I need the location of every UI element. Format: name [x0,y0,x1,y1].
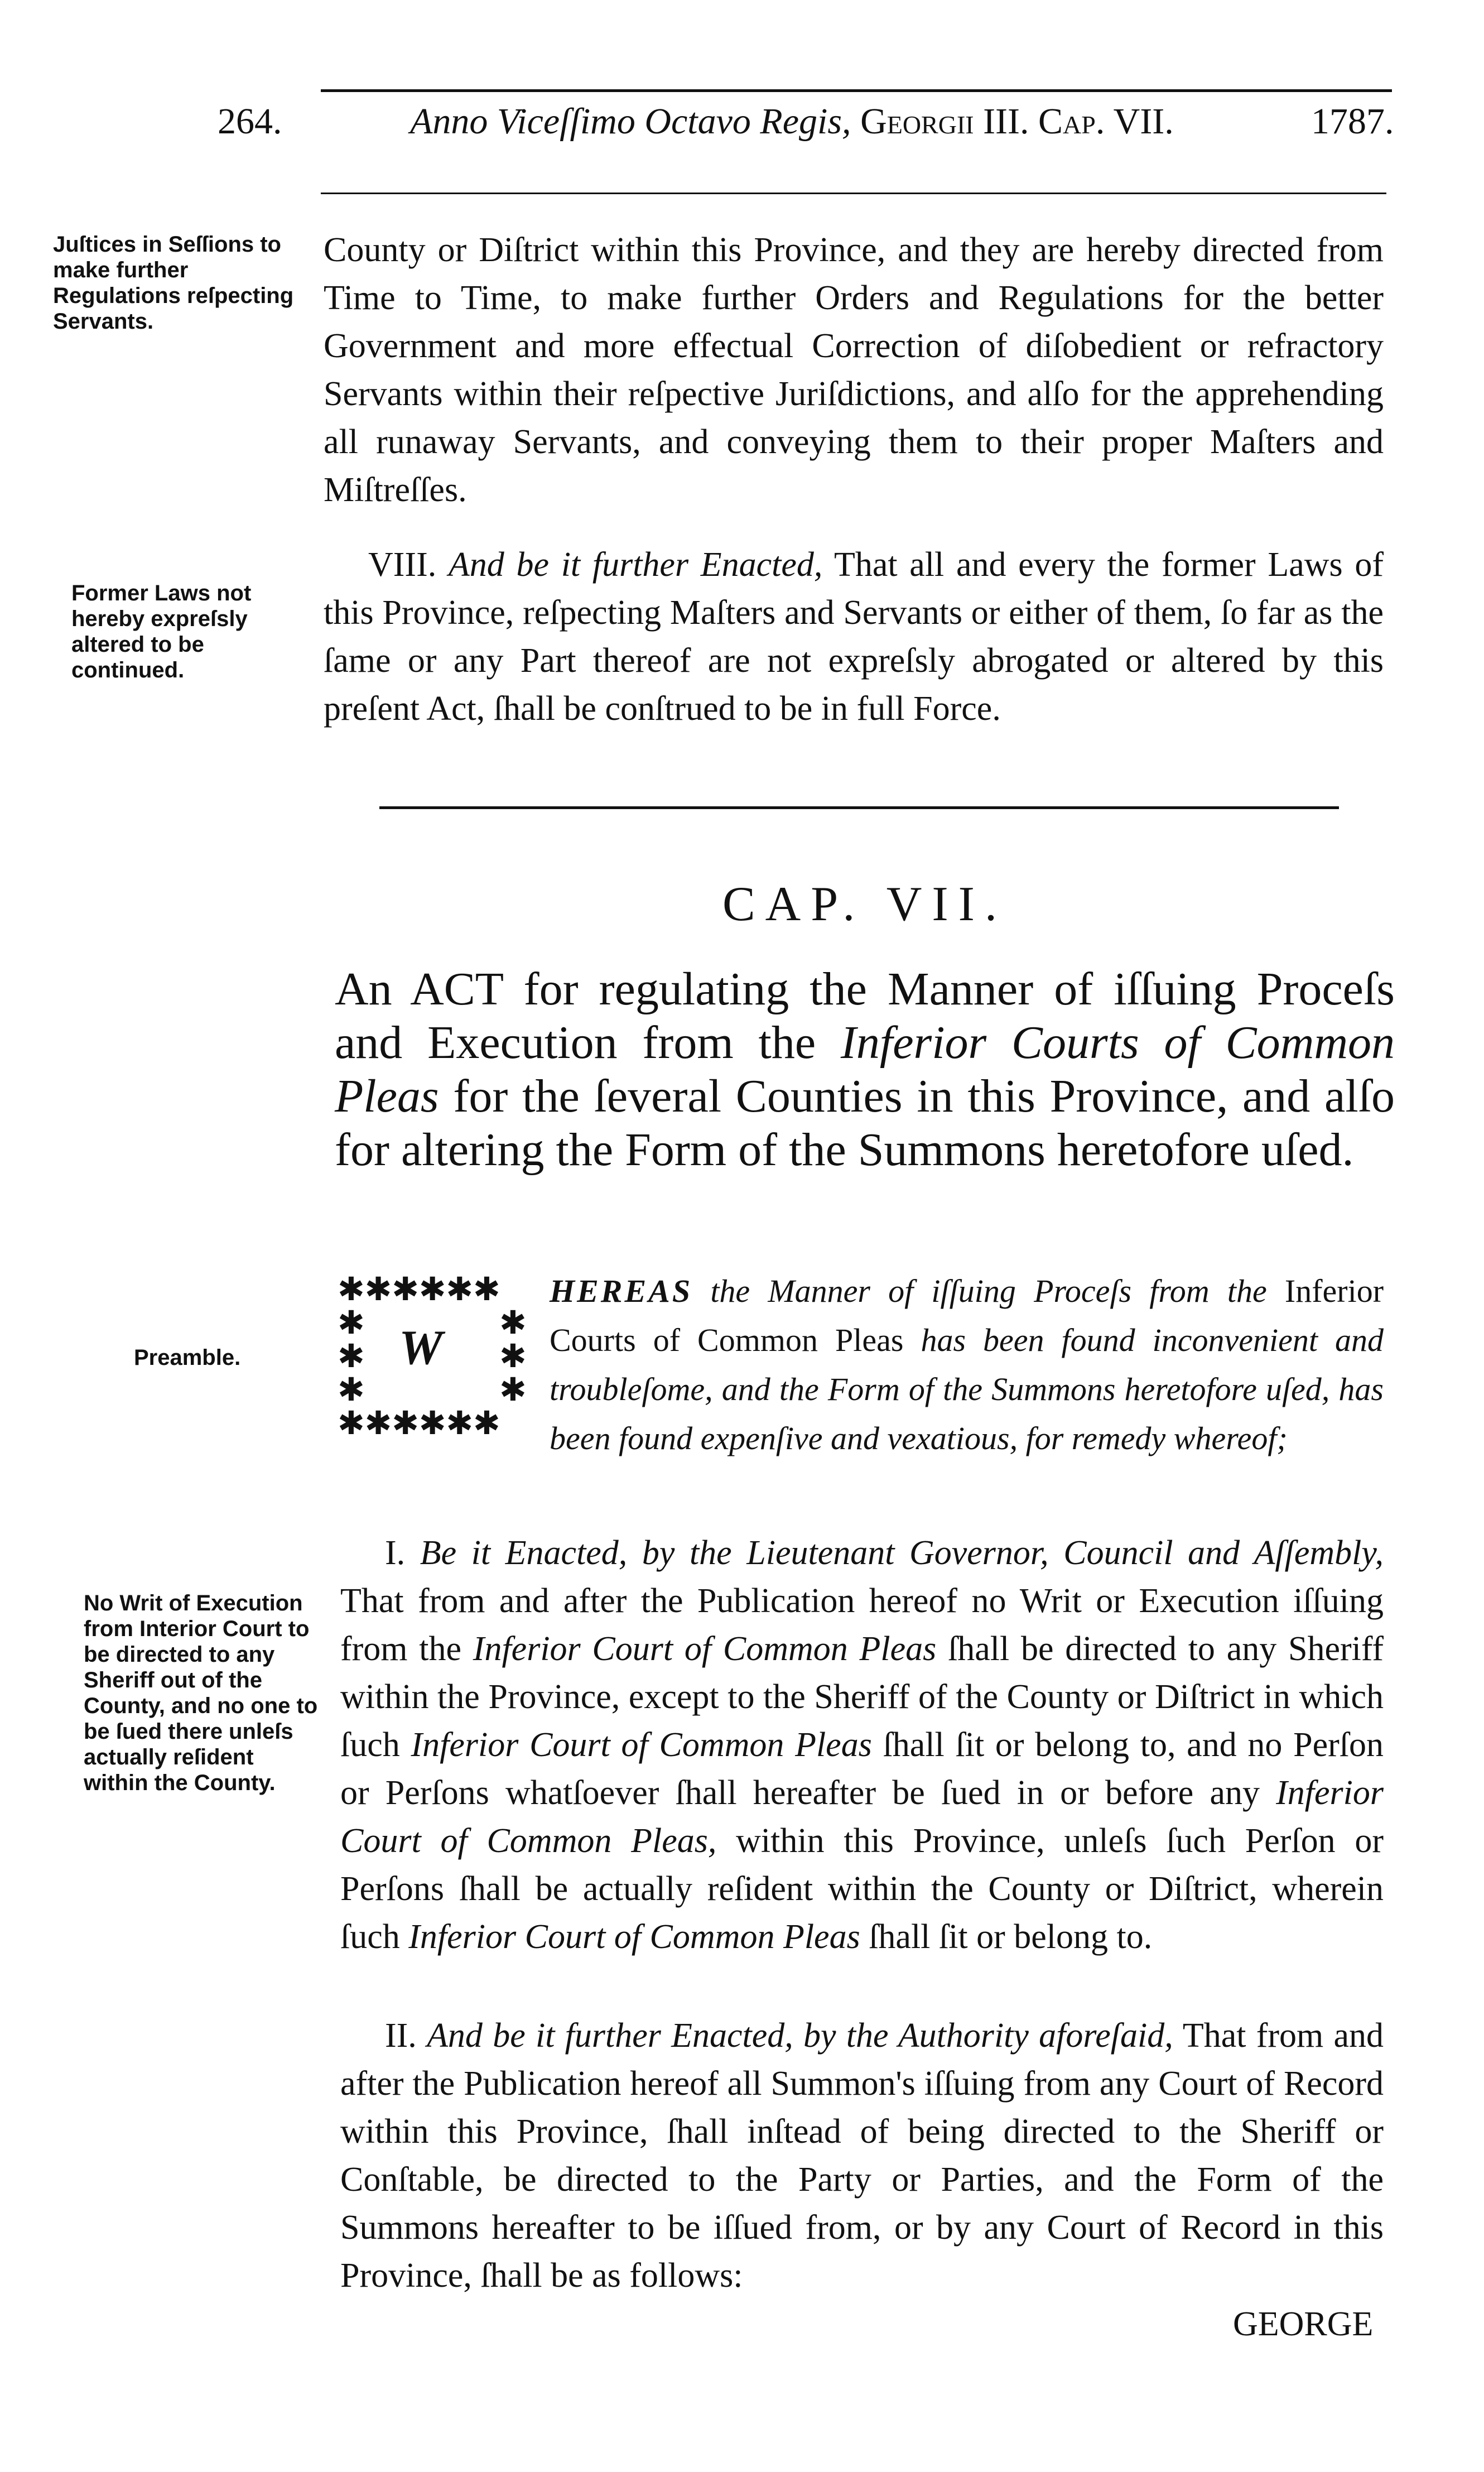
preamble-court: Inferior Courts of Common Pleas [550,1273,1384,1358]
ornament-left-1: ✱ [338,1304,365,1341]
section-i-text-b: ſhall be directed to any Sheriff within the Province, except to the Sheriff of the County or Diſtrict in which ſuch [340,1630,1384,1764]
year: 1787. [1311,101,1394,142]
sidenote-justices: Juſtices in Seſſions to make further Regulations reſpecting Servants. [53,232,294,334]
ornament-left-3: ✱ [338,1370,365,1408]
running-title [410,100,1174,143]
section-i-text-c: ſhall ſit or belong to, and no Perſon or Perſons whatſoever ſhall hereafter be ſued in or before any [340,1726,1384,1812]
drop-cap: W [399,1321,443,1375]
section-ii-number: II. [385,2017,417,2055]
act-title [335,963,1395,1177]
continued-paragraph: County or Diſtrict within this Province, and they are hereby directed from Time to Time, to make further Orders and Regulations for the better Government and more effectual Correction of diſobedient or refractory Servants within their reſpective Juriſdictions, and alſo for the apprehending all runaway Servants, and conveying them to their proper Maſters and Miſtreſſes. [324,231,1384,509]
section-i-text-a: That from and after the Publication hereof no Writ or Execution iſſuing from the [340,1582,1384,1668]
section-viii-text: That all and every the former Laws of this Province, reſpecting Maſters and Servants or either of them, ſo far as the ſame or any Part thereof are not expreſsly abrogated or altered by this preſent Act, ſhall be conſtrued to be in full Force. [324,546,1384,728]
sidenote-no-writ: No Writ of Execution from Interior Court to be directed to any Sheriff out of the County, and no one to be ſued there unleſs actually reſident within the County. [84,1591,318,1795]
section-ii-lead: And be it further Enacted, by the Authority aforeſaid, [427,2017,1173,2055]
preamble-text-3: has been found inconvenient and troubleſome, and the Form of the Summons heretofore uſed, has been found expenſive and vexatious, for remedy whereof; [550,1322,1384,1456]
section-i-number: I. [385,1534,406,1572]
header-bottom-rule [321,193,1386,194]
prev-section [324,226,1384,733]
ornament-left-2: ✱ [338,1337,365,1375]
sidenote-preamble: Preamble. [134,1345,241,1370]
section-i-court-2: Inferior Court of Common Pleas [411,1726,872,1764]
ornament-top: ✱✱✱✱✱✱ [338,1270,500,1308]
preamble-text [550,1267,1384,1463]
section-viii-lead: And be it further Enacted, [448,546,823,584]
section-i-court-1: Inferior Court of Common Pleas [473,1630,937,1668]
sidenote-former-laws: Former Laws not hereby expreſsly altered to be continued. [71,581,252,682]
ornament-box [338,1272,538,1440]
section-ii-text: That from and after the Publication hereof all Summon's iſſuing from any Court of Record within this Province, ſhall inſtead of being directed to the Sheriff or Conſtable, be directed to the Party or Parties, and the Form of the Summons hereafter to be iſſued from, or by any Court of Record in this Province, ſhall be as follows: [340,2017,1384,2295]
ornament-right-3: ✱ [499,1370,527,1408]
section-i [340,1529,1384,1961]
section-i-lead: Be it Enacted, by the Lieutenant Governor, Council and Aſſembly, [420,1534,1384,1572]
chapter-rule [379,806,1339,809]
preamble-text-1: the Manner of iſſuing Proceſs from the [710,1273,1267,1309]
running-title-caps: Georgii III. Cap. VII. [860,101,1174,142]
chapter-heading: CAP. VII. [722,877,1007,931]
section-i-court-4: Inferior Court of Common Pleas [408,1918,860,1956]
section-i-text-d: within this Province, unleſs ſuch Perſon or Perſons ſhall be actually reſident within the County or Diſtrict, wherein ſuch [340,1822,1384,1956]
ornament-right-2: ✱ [499,1337,527,1375]
ornament-right-1: ✱ [499,1304,527,1341]
act-title-court: Inferior Courts of Common Pleas [335,1017,1395,1122]
act-title-start: An ACT for regulating the Manner of iſſuing Proceſs and Execution from the [335,963,1395,1069]
catchword: GEORGE [1233,2305,1374,2343]
ornament-bottom: ✱✱✱✱✱✱ [338,1404,500,1442]
section-viii-number: VIII. [368,546,437,584]
act-title-end: for the ſeveral Counties in this Province, and alſo for altering the Form of the Summons heretofore uſed. [335,1070,1395,1176]
running-title-italic: Anno Viceſſimo Octavo Regis, [410,101,851,142]
section-viii [324,541,1384,733]
section-i-court-3: Inferior Court of Common Pleas, [340,1774,1384,1860]
section-i-text-e: ſhall ſit or belong to. [869,1918,1153,1956]
page-number: 264. [218,101,282,142]
header-top-rule [321,89,1392,92]
preamble-lead: HEREAS [550,1273,693,1309]
section-ii [340,2012,1384,2300]
